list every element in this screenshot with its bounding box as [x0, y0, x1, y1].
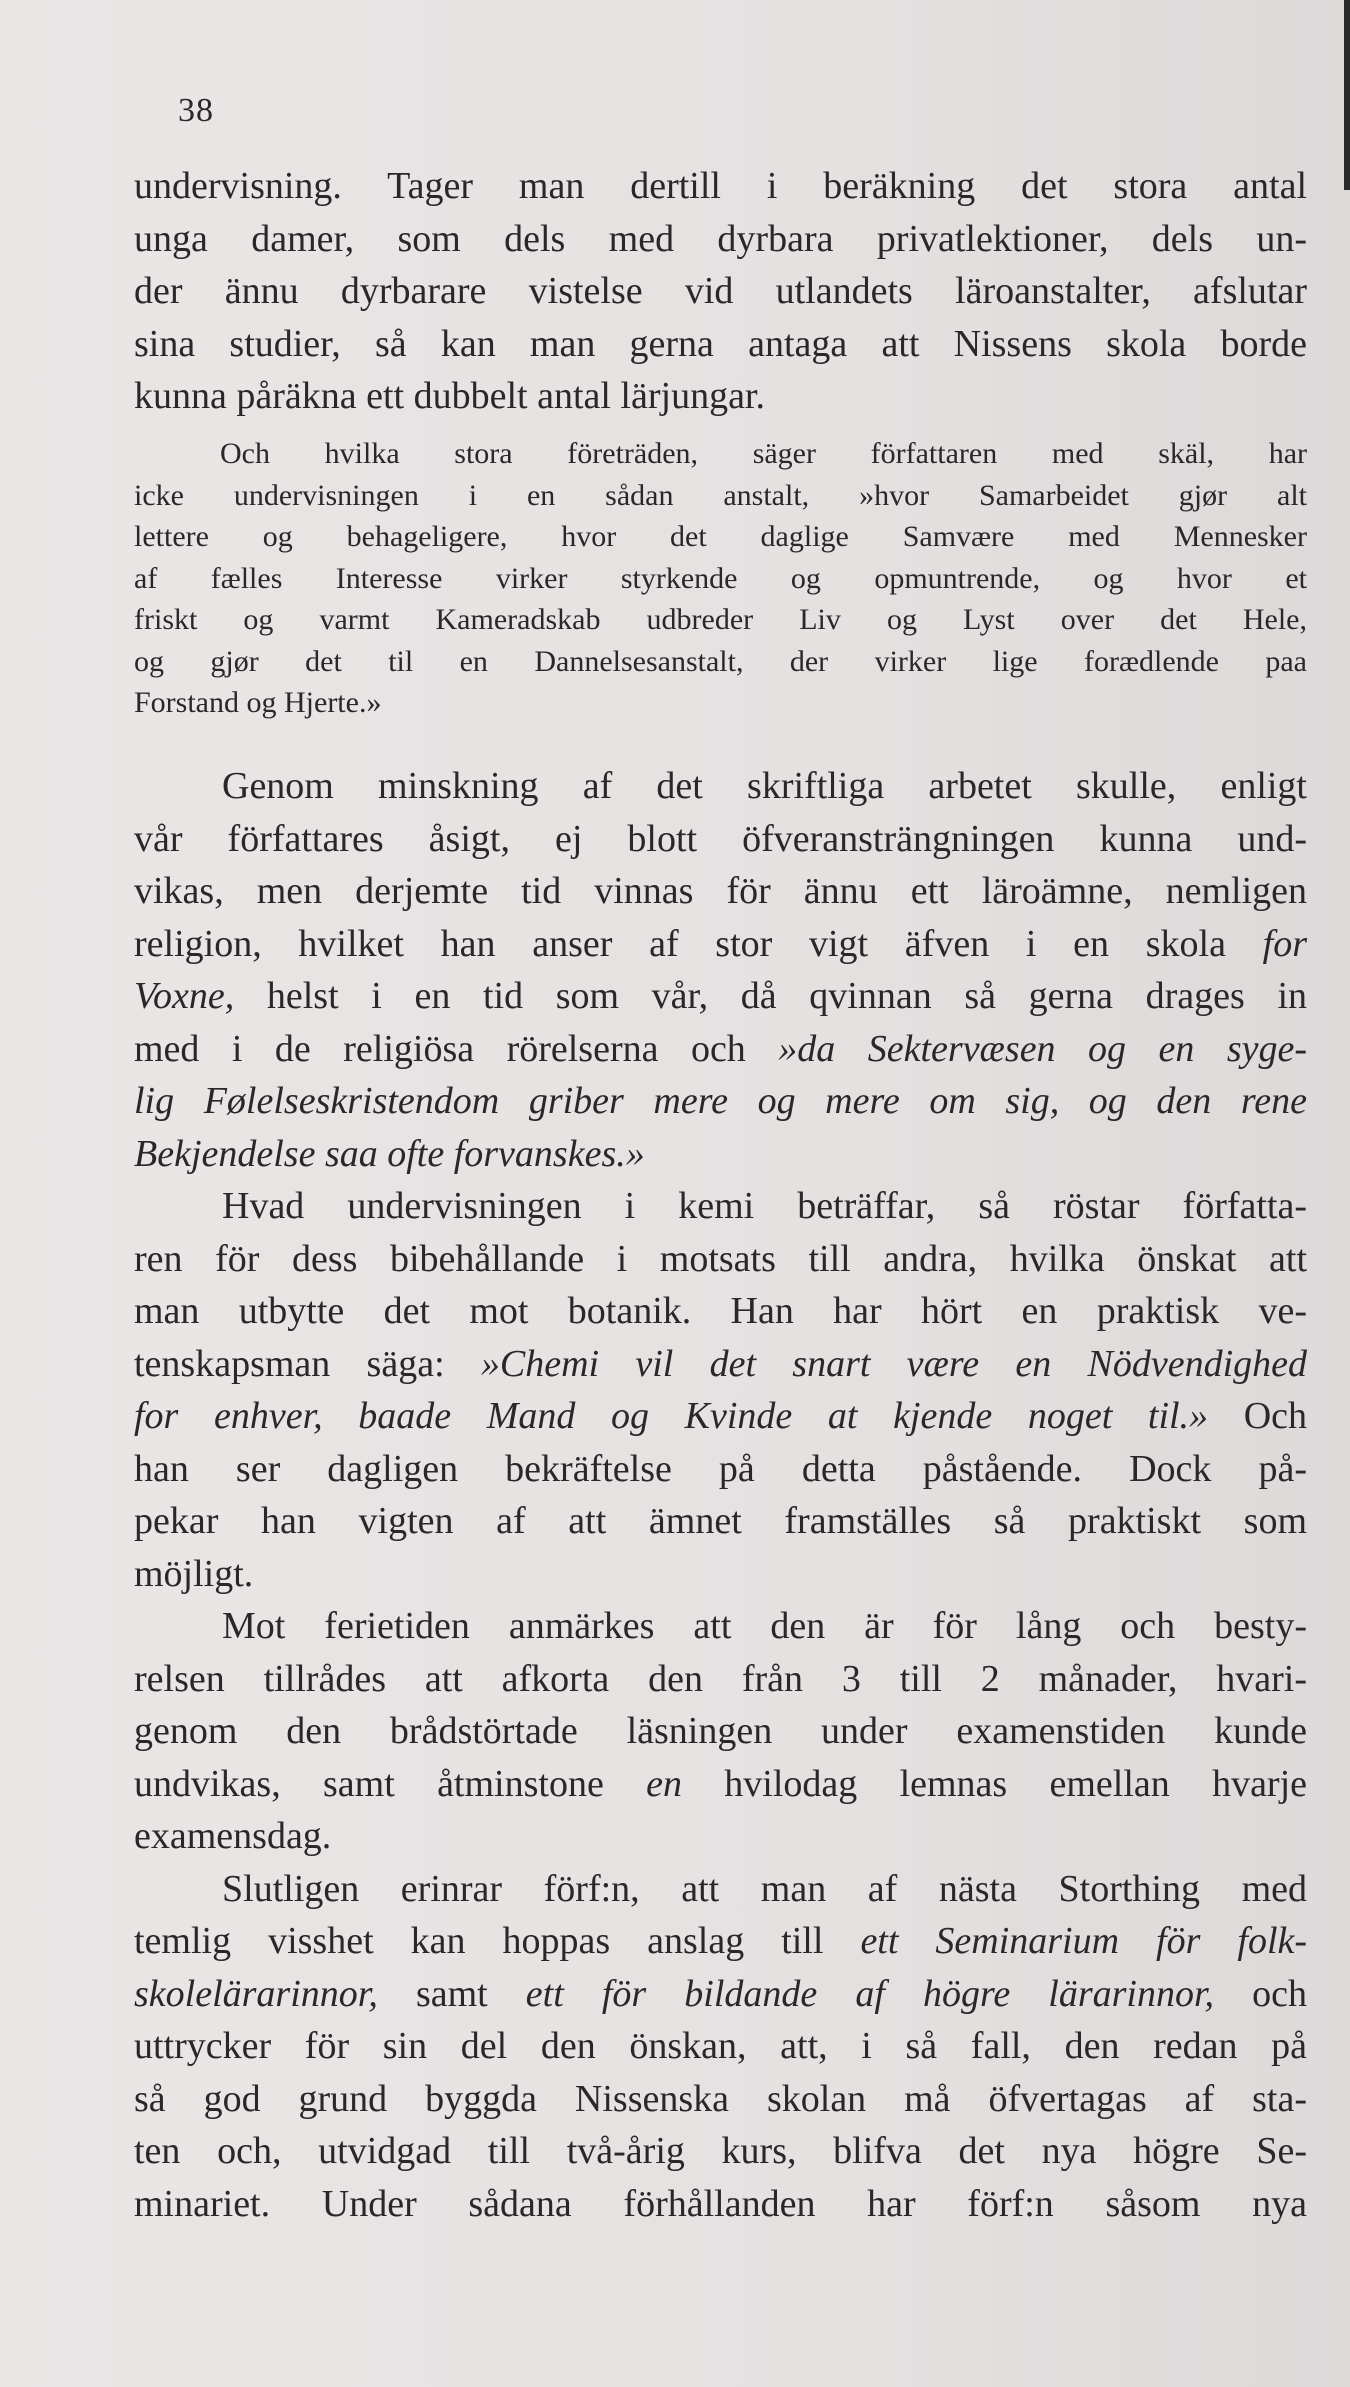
text-line: så god grund byggda Nissenska skolan må öfvertagas af sta-: [134, 2077, 1307, 2120]
text-line: han ser dagligen bekräftelse på detta påstående. Dock på-: [134, 1447, 1307, 1490]
text-line: vår författares åsigt, ej blott öfveransträngningen kunna und-: [134, 817, 1307, 860]
text-line: unga damer, som dels med dyrbara privatlektioner, dels un-: [134, 217, 1307, 260]
text-line: man utbytte det mot botanik. Han har hört en praktisk ve-: [134, 1290, 1307, 1332]
text-line: Voxne, helst i en tid som vår, då qvinnan så gerna drages in: [134, 975, 1308, 1017]
quote-line: lettere og behageligere, hvor det daglige Samvære med Mennesker: [134, 520, 1307, 553]
text-line: uttrycker för sin del den önskan, att, i så fall, den redan på: [134, 2025, 1307, 2067]
text-line: pekar han vigten af att ämnet framställes så praktiskt som: [134, 1500, 1307, 1542]
text-line: examensdag.: [134, 1815, 332, 1857]
text-line: religion, hvilket han anser af stor vigt äfven i en skola for: [134, 922, 1307, 965]
main-text: [134, 760, 1307, 2230]
text-line: Mot ferietiden anmärkes att den är för lång och besty-: [222, 1605, 1307, 1647]
text-line: for enhver, baade Mand og Kvinde at kjende noget til.» Och: [134, 1395, 1307, 1437]
text-line: undvikas, samt åtminstone en hvilodag lemnas emellan hvarje: [134, 1762, 1308, 1805]
quote-line: og gjør det til en Dannelsesanstalt, der virker lige forædlende paa: [134, 644, 1307, 678]
text-line: Genom minskning af det skriftliga arbetet skulle, enligt: [222, 765, 1307, 807]
text-line: med i de religiösa rörelserna och »da Sektervæsen og en syge-: [134, 1027, 1308, 1070]
quote-line: Forstand og Hjerte.»: [134, 686, 382, 719]
text-line: Slutligen erinrar förf:n, att man af nästa Storthing med: [222, 1867, 1307, 1910]
quote-line: af fælles Interesse virker styrkende og opmuntrende, og hvor et: [134, 561, 1307, 595]
text-line: sina studier, så kan man gerna antaga att Nissens skola borde: [134, 322, 1307, 365]
quote-line: Och hvilka stora företräden, säger författaren med skäl, har: [220, 437, 1307, 470]
text-line: Hvad undervisningen i kemi beträffar, så röstar författa-: [222, 1185, 1307, 1227]
text-line: undervisning. Tager man dertill i beräkning det stora antal: [134, 165, 1307, 207]
text-line: der ännu dyrbarare vistelse vid utlandets läroanstalter, afslutar: [134, 270, 1307, 312]
text-line: relsen tillrådes att afkorta den från 3 till 2 månader, hvari-: [134, 1657, 1307, 1700]
quote-line: icke undervisningen i en sådan anstalt, »hvor Samarbeidet gjør alt: [134, 478, 1307, 512]
text-line: Bekjendelse saa ofte forvanskes.»: [134, 1132, 645, 1175]
text-line: kunna påräkna ett dubbelt antal lärjungar.: [134, 375, 765, 417]
text-line: ten och, utvidgad till två-årig kurs, blifva det nya högre Se-: [134, 2130, 1307, 2172]
text-line: skolelärarinnor, samt ett för bildande af högre lärarinnor, och: [134, 1972, 1307, 2015]
paragraph-intro: [134, 160, 1307, 423]
text-line: minariet. Under sådana förhållanden har förf:n såsom nya: [134, 2182, 1307, 2225]
text-line: lig Følelseskristendom griber mere og mere om sig, og den rene: [134, 1080, 1307, 1122]
text-line: vikas, men derjemte tid vinnas för ännu ett läroämne, nemligen: [134, 870, 1307, 912]
page-number: 38: [178, 92, 214, 129]
quote-line: friskt og varmt Kameradskab udbreder Liv og Lyst over det Hele,: [134, 603, 1307, 636]
text-line: tenskapsman säga: »Chemi vil det snart være en Nödvendighed: [134, 1342, 1308, 1385]
block-quote: [134, 433, 1307, 724]
page-edge-shadow: [1344, 0, 1350, 190]
text-line: genom den brådstörtade läsningen under examenstiden kunde: [134, 1710, 1307, 1752]
text-line: ren för dess bibehållande i motsats till andra, hvilka önskat att: [134, 1237, 1307, 1280]
text-line: möjligt.: [134, 1552, 254, 1595]
text-line: temlig visshet kan hoppas anslag till ett Seminarium för folk-: [134, 1920, 1308, 1962]
